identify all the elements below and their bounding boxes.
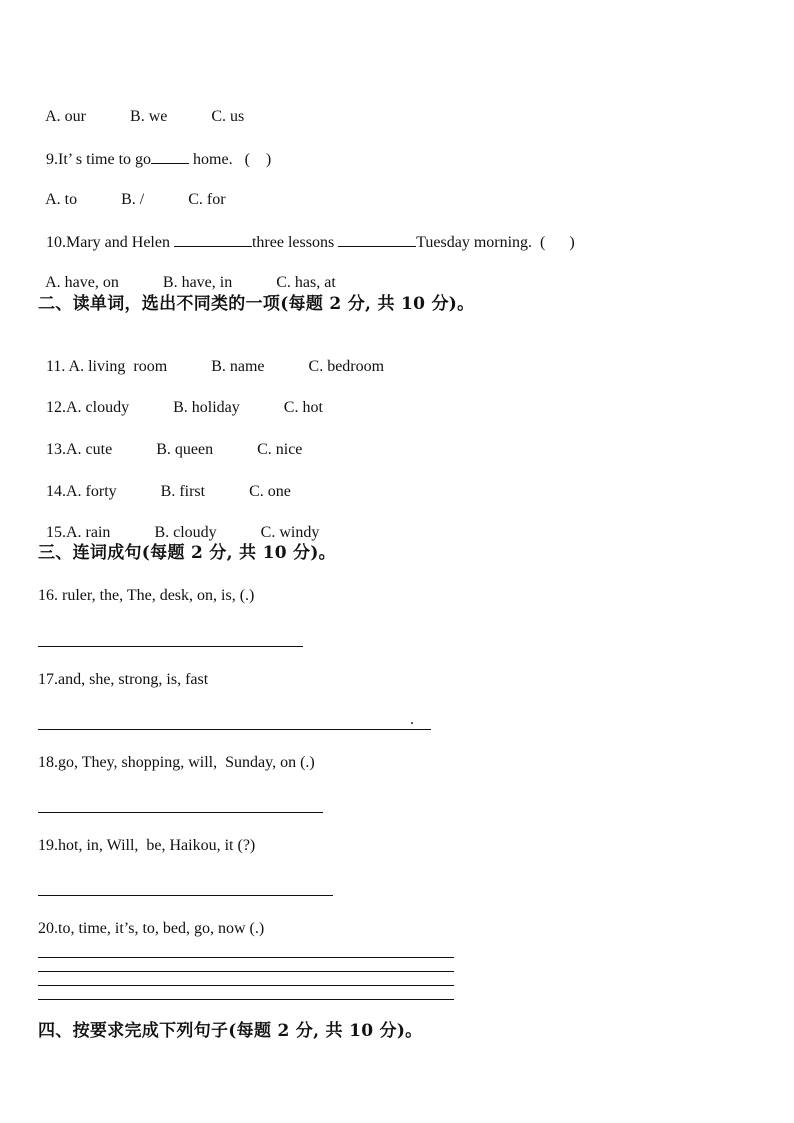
q9-options [38, 170, 226, 210]
q12-num: 12. [46, 399, 66, 416]
q8-option-c: C. us [211, 108, 245, 125]
q10-stem-b: three lessons [251, 234, 339, 251]
q20-answer-line-1[interactable] [38, 957, 454, 958]
q13-row [38, 420, 302, 460]
q11-row [38, 337, 384, 377]
q11-option-c: C. bedroom [308, 358, 385, 375]
q9-option-b: B. / [121, 191, 145, 208]
q12-option-a: A. cloudy [66, 399, 130, 416]
q10-options [38, 253, 336, 293]
q13-option-c: C. nice [257, 441, 303, 458]
section2-heading: 二、读单词，选出不同类的一项(每题 2 分, 共 10 分)。 [38, 294, 475, 314]
q8-options [38, 87, 244, 127]
q12-option-b: B. holiday [173, 399, 240, 416]
q10-blank-1[interactable] [174, 232, 252, 247]
q16-answer-line[interactable] [38, 646, 303, 647]
q17-period: . [410, 711, 414, 728]
q14-num: 14. [46, 483, 66, 500]
q10-blank-2[interactable] [338, 232, 416, 247]
q20-answer-line-3[interactable] [38, 985, 454, 986]
q20-answer-line-4[interactable] [38, 999, 454, 1000]
q19-prompt: 19.hot, in, Will, be, Haikou, it (?) [38, 837, 256, 854]
q14-option-a: A. forty [66, 483, 117, 500]
section4-heading: 四、按要求完成下列句子(每题 2 分, 共 10 分)。 [38, 1021, 423, 1041]
q17-prompt: 17.and, she, strong, is, fast [38, 671, 209, 688]
q13-num: 13. [46, 441, 66, 458]
q9-stem-before: 9.It’ s time to go [46, 151, 152, 168]
q14-option-b: B. first [160, 483, 206, 500]
q15-num: 15. [46, 524, 66, 541]
q13-option-a: A. cute [66, 441, 113, 458]
q14-row [38, 462, 291, 502]
q12-row [38, 378, 323, 418]
q10-stem [38, 212, 575, 253]
q16-prompt: 16. ruler, the, The, desk, on, is, (.) [38, 587, 255, 604]
q11-option-b: B. name [211, 358, 265, 375]
q10-stem-a: 10.Mary and Helen [46, 234, 174, 251]
q20-answer-line-2[interactable] [38, 971, 454, 972]
q10-option-a: A. have, on [45, 274, 119, 291]
q11-num: 11. [46, 358, 69, 375]
q8-option-a: A. our [45, 108, 87, 125]
q9-blank[interactable] [151, 149, 189, 164]
q20-prompt: 20.to, time, it’s, to, bed, go, now (.) [38, 920, 265, 937]
q10-option-c: C. has, at [276, 274, 336, 291]
q9-option-c: C. for [188, 191, 226, 208]
q15-option-a: A. rain [66, 524, 111, 541]
q19-answer-line[interactable] [38, 895, 333, 896]
q15-option-c: C. windy [260, 524, 320, 541]
q9-option-a: A. to [45, 191, 78, 208]
q18-answer-line[interactable] [38, 812, 323, 813]
q15-option-b: B. cloudy [154, 524, 217, 541]
q9-stem [38, 129, 271, 170]
q12-option-c: C. hot [283, 399, 323, 416]
q8-option-b: B. we [130, 108, 168, 125]
q14-option-c: C. one [249, 483, 291, 500]
q18-prompt: 18.go, They, shopping, will, Sunday, on (.) [38, 754, 315, 771]
q10-stem-c: Tuesday morning. ( ) [416, 234, 575, 251]
q13-option-b: B. queen [156, 441, 214, 458]
q9-stem-after: home. ( ) [189, 151, 272, 168]
q15-row [38, 503, 319, 543]
q11-option-a: A. living room [68, 358, 168, 375]
q10-option-b: B. have, in [162, 274, 233, 291]
section3-heading: 三、连词成句(每题 2 分, 共 10 分)。 [38, 543, 336, 563]
q17-answer-line[interactable] [38, 729, 431, 730]
